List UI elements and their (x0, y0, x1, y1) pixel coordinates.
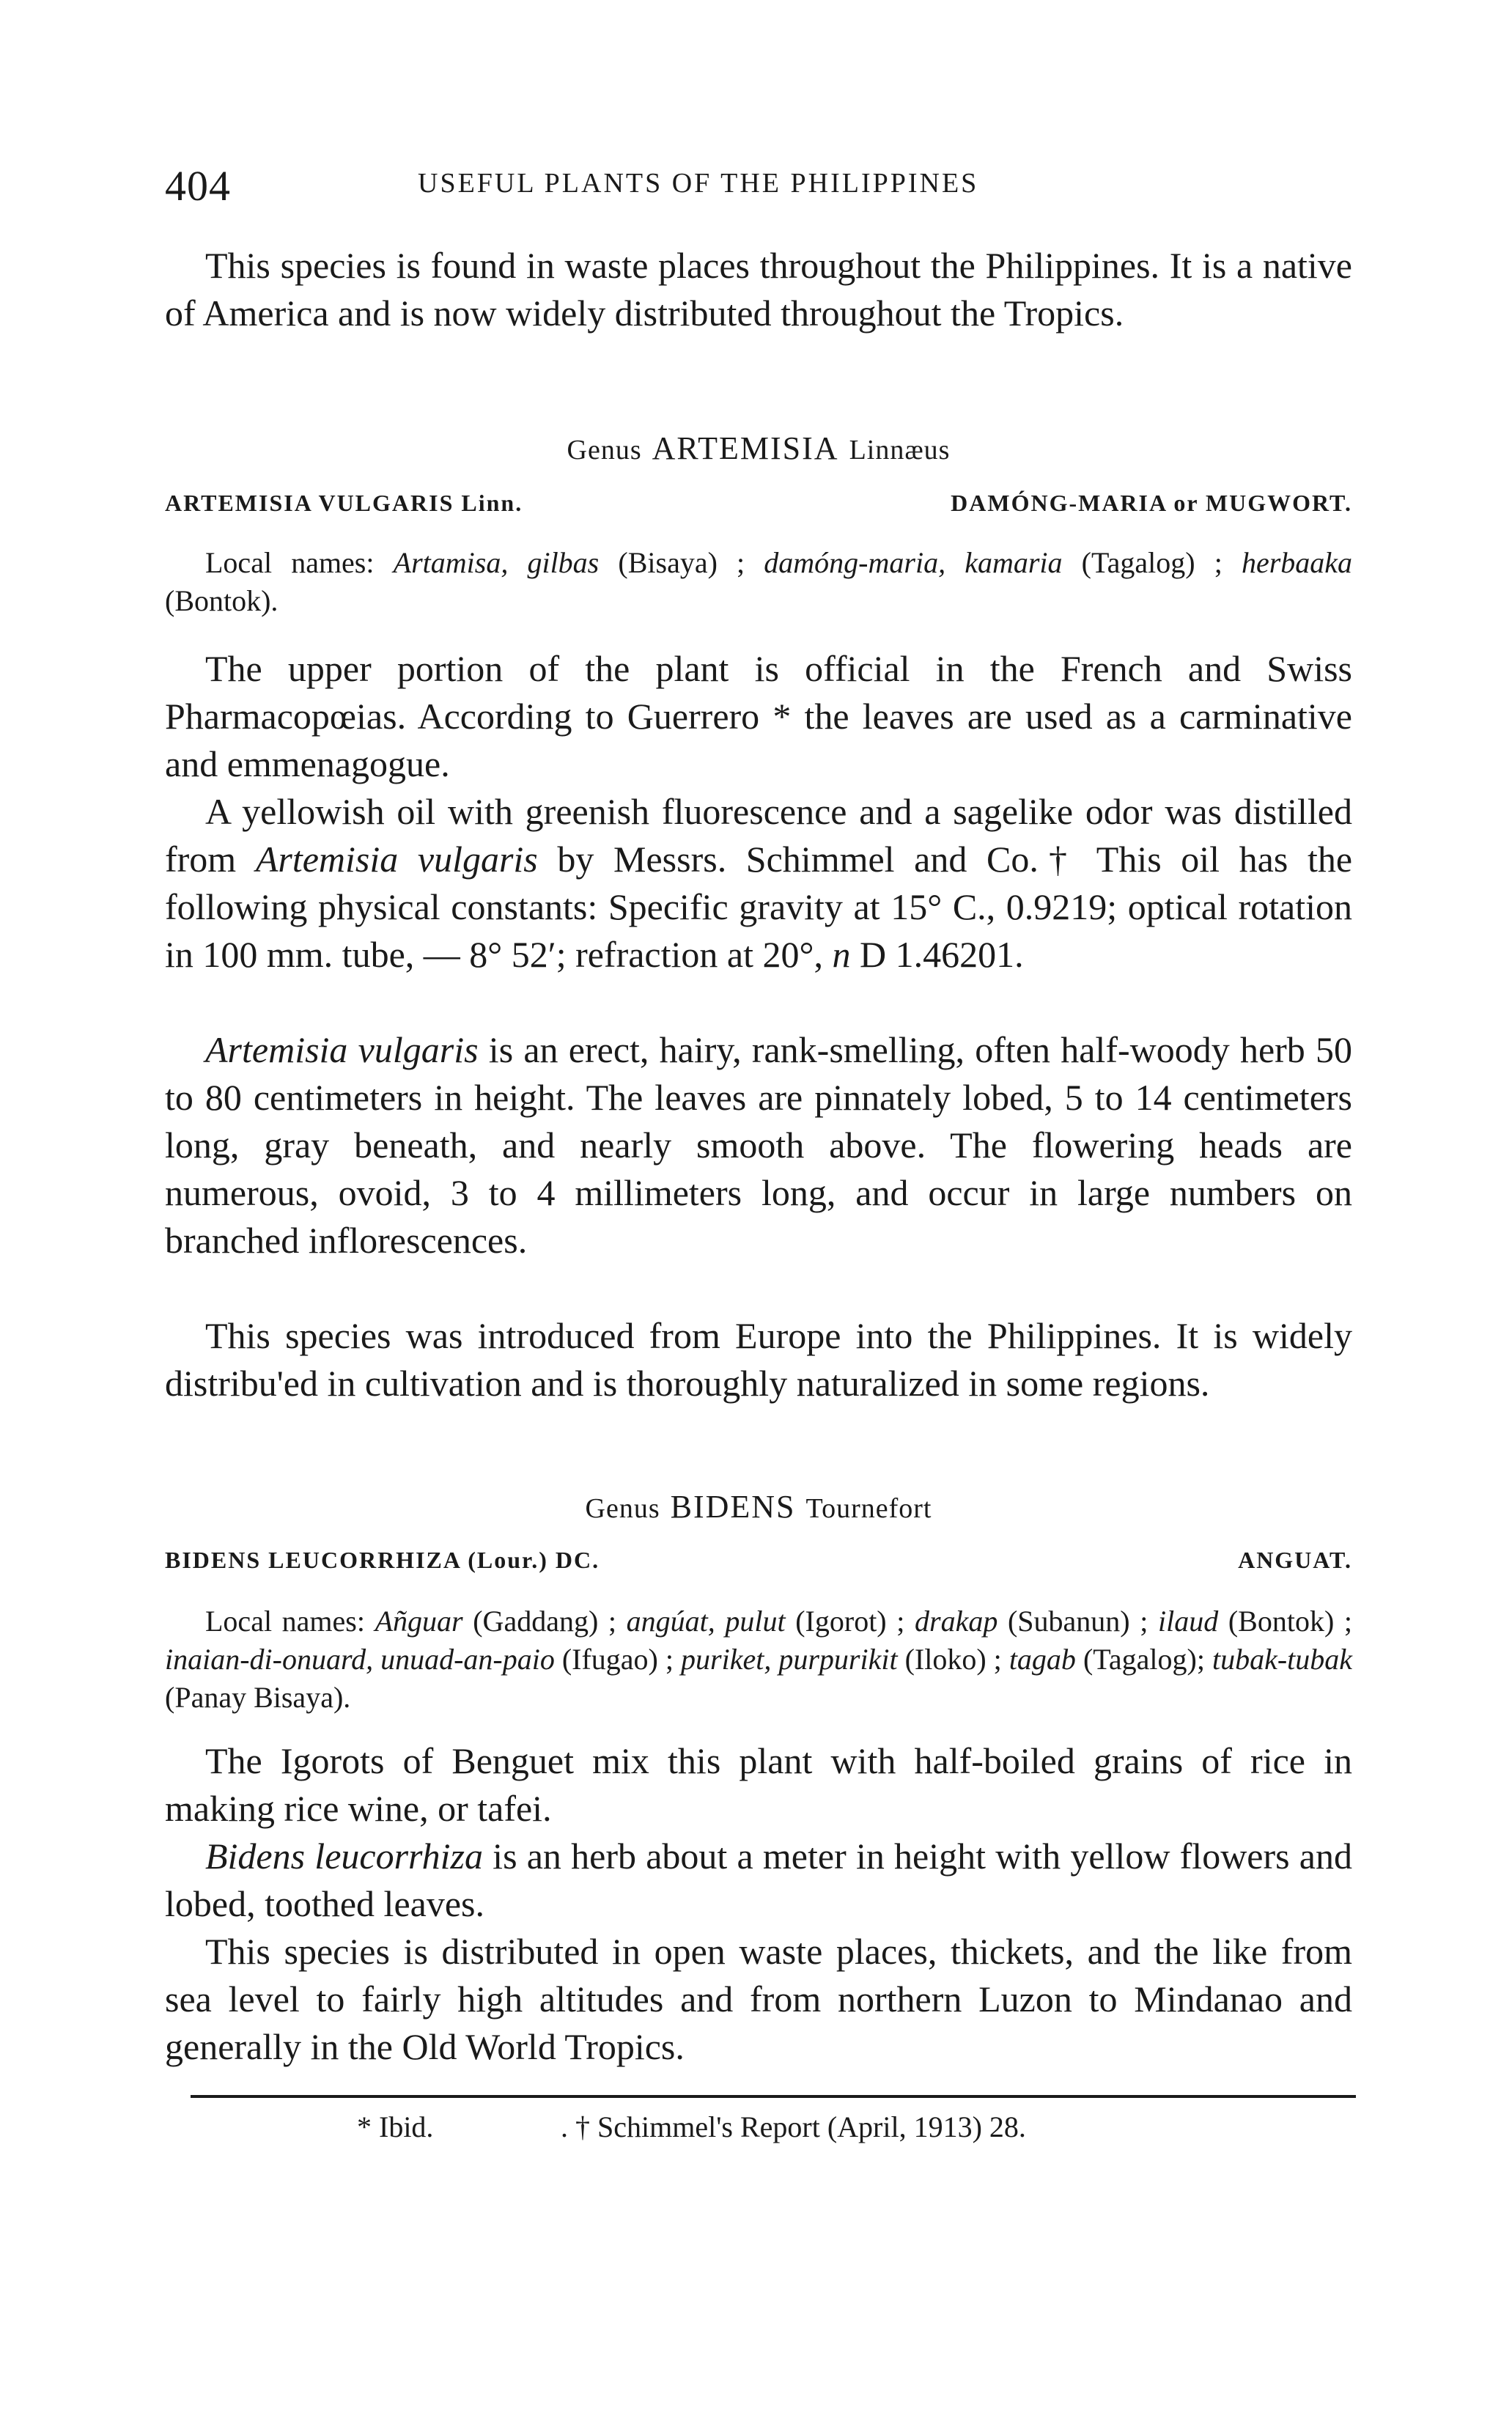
page-header (165, 161, 1352, 213)
local-name: herbaaka (1241, 546, 1353, 579)
local-name: damóng-maria, kamaria (764, 546, 1063, 579)
genus-prefix: Genus (567, 435, 642, 465)
intro-paragraph: This species is found in waste places throughout the Philippines. It is a native of America and is now widely distributed throughout the Tropics. (165, 245, 1352, 334)
genus-prefix: Genus (585, 1493, 660, 1524)
footnote-divider (191, 2095, 1356, 2098)
bidens-paragraph-2 (165, 1833, 1352, 1928)
local-name: Añguar (375, 1605, 463, 1638)
species-name: BIDENS LEUCORRHIZA (Lour.) DC. (165, 1547, 600, 1573)
language: (Gaddang) ; (473, 1605, 617, 1638)
language: (Igorot) ; (795, 1605, 905, 1638)
genus-name: ARTEMISIA (652, 430, 839, 466)
text-run: by Messrs. Schimmel and Co.† This oil has the following physical constants: Specific gravity at 15° C., 0.9219; optical rotation in 100 mm. tube, — 8° 52′; refraction at 20°, (165, 839, 1353, 975)
common-names: DAMÓNG-MARIA or MUGWORT. (951, 490, 1352, 516)
local-names-label: Local names: (205, 1605, 365, 1638)
language: (Bisaya) ; (618, 546, 745, 579)
language: (Bontok). (165, 584, 279, 617)
text-run: A yellowish oil with greenish fluorescence and a sagelike odor was distilled from (165, 791, 1352, 880)
local-name: tagab (1008, 1643, 1076, 1676)
species-italic: Artemisia vulgaris (255, 839, 538, 880)
species-italic: Bidens leucorrhiza (205, 1836, 483, 1877)
language: (Tagalog); (1083, 1643, 1205, 1676)
local-names-bidens (165, 1602, 1352, 1717)
bidens-paragraph-3: This species is distributed in open waste places, thickets, and the like from sea level to fairly high altitudes and from northern Luzon to Mindanao and generally in the Old World Tropics. (165, 1931, 1352, 2067)
artemisia-paragraph-4: This species was introduced from Europe into the Philippines. It is widely distribu'ed in cultivation and is thoroughly naturalized in some regions. (165, 1315, 1352, 1404)
local-name: ilaud (1157, 1605, 1219, 1638)
footnote-2: . † Schimmel's Report (April, 1913) 28. (561, 2110, 1026, 2143)
genus-name: BIDENS (670, 1489, 796, 1525)
genus-heading-artemisia (165, 430, 1352, 467)
artemisia-paragraph-1: The upper portion of the plant is official in the French and Swiss Pharmacopœias. According to Guerrero * the leaves are used as a carminative and emmenagogue. (165, 648, 1352, 784)
local-name: Artamisa, gilbas (393, 546, 600, 579)
local-name: tubak-tubak (1212, 1643, 1353, 1676)
species-italic: Artemisia vulgaris (205, 1029, 479, 1070)
bidens-paragraph-1: The Igorots of Benguet mix this plant with half-boiled grains of rice in making rice wine, or tafei. (165, 1740, 1352, 1829)
local-name: drakap (915, 1605, 998, 1638)
genus-author: Linnæus (849, 435, 951, 465)
local-name: inaian-di-onuard, unuad-an-paio (165, 1643, 555, 1676)
language: (Bontok) ; (1228, 1605, 1352, 1638)
language: (Ifugao) ; (561, 1643, 674, 1676)
running-title: USEFUL PLANTS OF THE PHILIPPINES (418, 168, 979, 199)
footnotes (165, 2110, 1352, 2154)
local-name: puriket, purpurikit (681, 1643, 898, 1676)
language: (Tagalog) ; (1081, 546, 1222, 579)
species-row-artemisia (165, 490, 1352, 526)
common-names: ANGUAT. (1238, 1547, 1352, 1573)
genus-author: Tournefort (805, 1493, 932, 1524)
local-names-label: Local names: (205, 546, 375, 579)
text-run: D 1.46201. (859, 934, 1024, 975)
artemisia-paragraph-3 (165, 1026, 1352, 1264)
text-run: is an herb about a meter in height with yellow flowers and lobed, toothed leaves. (165, 1836, 1353, 1924)
genus-heading-bidens (165, 1488, 1352, 1525)
species-row-bidens (165, 1547, 1352, 1583)
refraction-symbol: n (832, 934, 851, 975)
text-run: is an erect, hairy, rank-smelling, often half-woody herb 50 to 80 centimeters in height. The leaves are pinnately lobed, 5 to 14 centimeters long, gray beneath, and nearly smooth above. The flowering heads are numerous, ovoid, 3 to 4 millimeters long, and occur in large numbers on branched inflorescences. (165, 1029, 1353, 1261)
local-name: angúat, pulut (626, 1605, 786, 1638)
species-name: ARTEMISIA VULGARIS Linn. (165, 490, 523, 516)
language: (Iloko) ; (904, 1643, 1002, 1676)
local-names-artemisia (165, 544, 1352, 620)
footnote-1: * Ibid. (357, 2110, 434, 2143)
artemisia-paragraph-2 (165, 788, 1352, 979)
page-number: 404 (165, 162, 231, 210)
language: (Subanun) ; (1007, 1605, 1148, 1638)
language: (Panay Bisaya). (165, 1681, 351, 1714)
